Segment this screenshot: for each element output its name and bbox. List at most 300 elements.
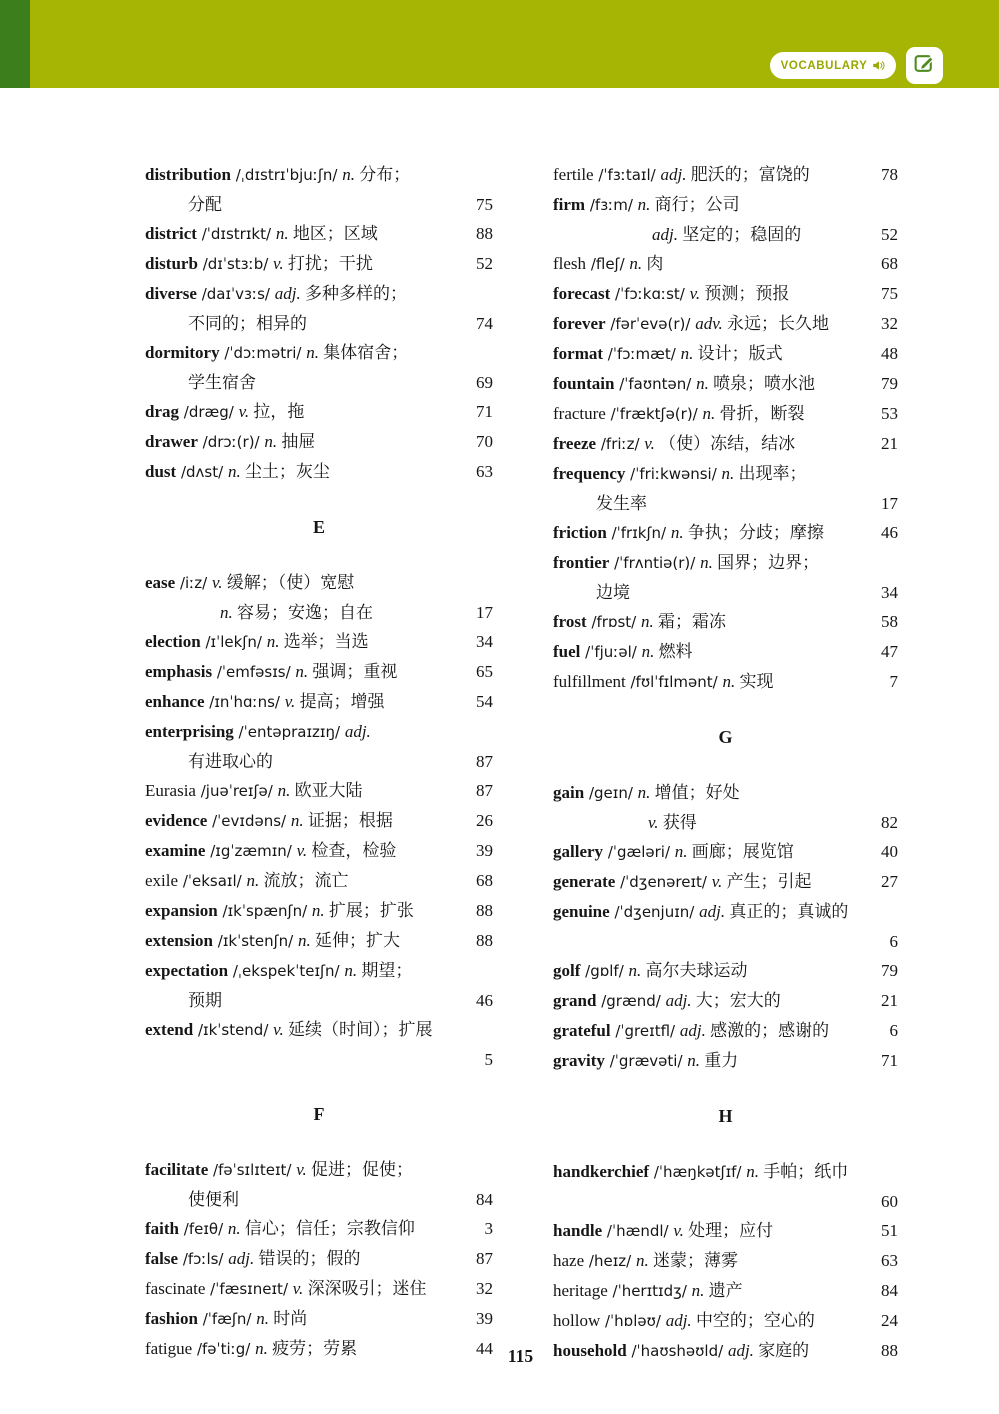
vocab-entry bbox=[553, 1157, 898, 1216]
definition: 信心；信任；宗教信仰 bbox=[240, 1219, 415, 1238]
part-of-speech: adj. bbox=[727, 1341, 754, 1360]
unit-page-ref: 75 bbox=[881, 284, 898, 303]
pronunciation: /fəˈtiːg/ bbox=[192, 1340, 256, 1358]
definition: 流放；流亡 bbox=[259, 871, 349, 890]
definition: 拉，拖 bbox=[249, 402, 305, 421]
vocab-entry bbox=[553, 986, 898, 1016]
definition: 缓解；（使）宽慰 bbox=[222, 573, 355, 592]
vocab-entry bbox=[553, 249, 898, 279]
part-of-speech: v. bbox=[296, 1160, 307, 1179]
definition: 处理；应付 bbox=[683, 1221, 774, 1240]
pronunciation: /ˈfæʃn/ bbox=[197, 1310, 257, 1328]
headword: disturb bbox=[145, 254, 198, 273]
pronunciation: /ˈherɪtɪdʒ/ bbox=[607, 1282, 692, 1300]
unit-page-ref: 63 bbox=[881, 1251, 898, 1270]
part-of-speech: v. bbox=[689, 284, 701, 303]
part-of-speech: n. bbox=[255, 1339, 268, 1358]
pronunciation: /daɪˈvɜːs/ bbox=[196, 285, 275, 303]
unit-page-ref: 7 bbox=[889, 672, 898, 691]
pronunciation: /fɜːm/ bbox=[585, 196, 638, 214]
part-of-speech: v. bbox=[648, 813, 659, 832]
vocab-entry bbox=[145, 249, 493, 279]
vocab-entry bbox=[553, 667, 898, 697]
pronunciation: /grænd/ bbox=[596, 992, 666, 1010]
pronunciation: /ɪˈlekʃn/ bbox=[200, 633, 267, 651]
unit-page-ref: 52 bbox=[476, 254, 493, 273]
headword: ease bbox=[145, 573, 176, 592]
unit-page-ref: 63 bbox=[476, 462, 493, 481]
definition: 大；宏大的 bbox=[691, 991, 781, 1010]
definition: 促进；促使； bbox=[306, 1160, 414, 1179]
pronunciation: /drɔː(r)/ bbox=[197, 433, 265, 451]
pronunciation: /ˈgrævəti/ bbox=[604, 1052, 688, 1070]
headword: district bbox=[145, 224, 197, 243]
headword: handkerchief bbox=[553, 1162, 650, 1181]
definition: 不同的；相异的 bbox=[188, 314, 307, 333]
speaker-icon bbox=[872, 59, 885, 72]
headword: extension bbox=[145, 931, 213, 950]
definition: 期望； bbox=[357, 961, 413, 980]
headword: forecast bbox=[553, 284, 611, 303]
definition: 中空的；空心的 bbox=[691, 1311, 815, 1330]
headword: facilitate bbox=[145, 1160, 209, 1179]
definition: 商行；公司 bbox=[650, 195, 740, 214]
definition: 扩展；扩张 bbox=[324, 901, 414, 920]
unit-page-ref: 68 bbox=[881, 254, 898, 273]
headword: gain bbox=[553, 783, 585, 802]
unit-page-ref: 71 bbox=[476, 402, 493, 421]
part-of-speech: n. bbox=[342, 165, 355, 184]
definition: 证据；根据 bbox=[303, 811, 393, 830]
headword: faith bbox=[145, 1219, 179, 1238]
vocab-entry bbox=[145, 926, 493, 956]
headword: flesh bbox=[553, 254, 587, 273]
part-of-speech: n. bbox=[246, 871, 260, 890]
vocab-entry bbox=[145, 338, 493, 397]
pronunciation: /ˈfrʌntiə(r)/ bbox=[609, 554, 701, 572]
definition: 集体宿舍； bbox=[318, 343, 409, 362]
headword: friction bbox=[553, 523, 607, 542]
definition: 国界；边界； bbox=[712, 553, 820, 572]
definition: 延续（时间）；扩展 bbox=[283, 1020, 433, 1039]
headword: fashion bbox=[145, 1309, 198, 1328]
vocab-entry bbox=[553, 429, 898, 459]
unit-page-ref: 69 bbox=[476, 373, 493, 392]
unit-page-ref: 48 bbox=[881, 344, 898, 363]
pronunciation: /ˈhændl/ bbox=[602, 1222, 674, 1240]
part-of-speech: n. bbox=[220, 603, 233, 622]
headword: heritage bbox=[553, 1281, 608, 1300]
part-of-speech: n. bbox=[721, 464, 735, 483]
part-of-speech: n. bbox=[722, 672, 736, 691]
unit-page-ref: 51 bbox=[881, 1221, 898, 1240]
part-of-speech: n. bbox=[637, 783, 651, 802]
part-of-speech: n. bbox=[277, 781, 291, 800]
pronunciation: /dʌst/ bbox=[176, 463, 228, 481]
unit-page-ref: 6 bbox=[889, 1021, 898, 1040]
vocab-entry bbox=[145, 687, 493, 717]
part-of-speech: v. bbox=[273, 254, 284, 273]
part-of-speech: v. bbox=[273, 1020, 284, 1039]
definition: 学生宿舍 bbox=[188, 373, 256, 392]
vocab-entry bbox=[553, 339, 898, 369]
headword: format bbox=[553, 344, 604, 363]
headword: gallery bbox=[553, 842, 604, 861]
headword: handle bbox=[553, 1221, 603, 1240]
definition: 发生率 bbox=[596, 494, 647, 513]
vocab-entry bbox=[145, 776, 493, 806]
part-of-speech: adj. bbox=[665, 1311, 692, 1330]
definition: 分配 bbox=[188, 195, 222, 214]
section-heading: G bbox=[718, 727, 733, 747]
section-heading: E bbox=[312, 517, 325, 537]
headword: extend bbox=[145, 1020, 194, 1039]
pronunciation: /dræg/ bbox=[179, 403, 239, 421]
pronunciation: /ˈeksaɪl/ bbox=[178, 872, 247, 890]
headword: election bbox=[145, 632, 201, 651]
vocab-entry bbox=[145, 160, 493, 219]
vocab-entry bbox=[145, 717, 493, 776]
unit-page-ref: 44 bbox=[476, 1339, 493, 1358]
definition: 容易；安逸；自在 bbox=[232, 603, 373, 622]
vocab-entry bbox=[553, 1216, 898, 1246]
definition: 真正的；真诚的 bbox=[725, 902, 849, 921]
pronunciation: /fʊlˈfɪlmənt/ bbox=[625, 673, 723, 691]
part-of-speech: n. bbox=[344, 961, 358, 980]
unit-page-ref: 87 bbox=[476, 781, 493, 800]
headword: Eurasia bbox=[145, 781, 196, 800]
definition: 深深吸引；迷住 bbox=[303, 1279, 427, 1298]
unit-page-ref: 5 bbox=[484, 1050, 493, 1069]
part-of-speech: adj. bbox=[679, 1021, 706, 1040]
definition: 肥沃的；富饶的 bbox=[686, 165, 810, 184]
unit-page-ref: 39 bbox=[476, 1309, 493, 1328]
part-of-speech: v. bbox=[292, 1279, 304, 1298]
pronunciation: /ˈfræktʃə(r)/ bbox=[605, 405, 703, 423]
unit-page-ref: 17 bbox=[881, 494, 898, 513]
headword: haze bbox=[553, 1251, 585, 1270]
unit-page-ref: 79 bbox=[881, 374, 898, 393]
vocab-entry bbox=[145, 279, 493, 338]
vocab-entry bbox=[145, 1015, 493, 1074]
pronunciation: /ˈfrɪkʃn/ bbox=[606, 524, 671, 542]
vocabulary-badge bbox=[770, 52, 896, 79]
definition: 疲劳；劳累 bbox=[267, 1339, 358, 1358]
headword: false bbox=[145, 1249, 179, 1268]
vocab-entry bbox=[145, 866, 493, 896]
part-of-speech: adj. bbox=[699, 902, 726, 921]
part-of-speech: v. bbox=[711, 872, 723, 891]
pronunciation: /iːz/ bbox=[175, 574, 212, 592]
pronunciation: /ˈfriːkwənsi/ bbox=[625, 465, 722, 483]
part-of-speech: adj. bbox=[660, 165, 687, 184]
unit-page-ref: 71 bbox=[881, 1051, 898, 1070]
part-of-speech: n. bbox=[227, 1219, 241, 1238]
vocab-entry bbox=[553, 160, 898, 190]
headword: expansion bbox=[145, 901, 218, 920]
section-heading: H bbox=[718, 1106, 733, 1126]
headword: gravity bbox=[553, 1051, 605, 1070]
headword: enterprising bbox=[145, 722, 234, 741]
pronunciation: /geɪn/ bbox=[584, 784, 638, 802]
part-of-speech: adj. bbox=[274, 284, 301, 303]
part-of-speech: n. bbox=[629, 254, 643, 273]
unit-page-ref: 47 bbox=[881, 642, 898, 661]
vocab-entry bbox=[145, 657, 493, 687]
part-of-speech: n. bbox=[311, 901, 325, 920]
headword: household bbox=[553, 1341, 627, 1360]
page-number: 115 bbox=[507, 1346, 534, 1366]
vocab-entry bbox=[553, 1016, 898, 1046]
headword: dormitory bbox=[145, 343, 220, 362]
headword: diverse bbox=[145, 284, 197, 303]
header-band bbox=[0, 0, 999, 88]
headword: hollow bbox=[553, 1311, 601, 1330]
unit-page-ref: 78 bbox=[881, 165, 898, 184]
pronunciation: /ˈdʒenəreɪt/ bbox=[615, 873, 712, 891]
pronunciation: /ˈfɔːmæt/ bbox=[603, 345, 681, 363]
definition: 画廊；展览馆 bbox=[687, 842, 794, 861]
definition: 时尚 bbox=[269, 1309, 308, 1328]
headword: forever bbox=[553, 314, 606, 333]
headword: frontier bbox=[553, 553, 610, 572]
headword: enhance bbox=[145, 692, 205, 711]
vocab-entry bbox=[145, 219, 493, 249]
unit-page-ref: 52 bbox=[881, 225, 898, 244]
headword: evidence bbox=[145, 811, 208, 830]
pronunciation: /ˈfɜːtaɪl/ bbox=[593, 166, 661, 184]
vocab-entry bbox=[553, 1276, 898, 1306]
section-heading: F bbox=[313, 1104, 325, 1124]
vocab-entry bbox=[553, 1246, 898, 1276]
vocab-entry bbox=[553, 399, 898, 429]
vocab-entry bbox=[145, 1214, 493, 1244]
part-of-speech: n. bbox=[275, 224, 289, 243]
headword: fertile bbox=[553, 165, 594, 184]
notes-widget bbox=[906, 47, 943, 84]
part-of-speech: v. bbox=[644, 434, 655, 453]
headword: fulfillment bbox=[553, 672, 626, 691]
part-of-speech: adv. bbox=[695, 314, 723, 333]
pronunciation: /feɪθ/ bbox=[179, 1220, 228, 1238]
unit-page-ref: 54 bbox=[476, 692, 493, 711]
unit-page-ref: 21 bbox=[881, 991, 898, 1010]
pronunciation: /ˈhæŋkətʃɪf/ bbox=[649, 1163, 747, 1181]
part-of-speech: v. bbox=[238, 402, 250, 421]
definition: 坚定的；稳固的 bbox=[677, 225, 802, 244]
unit-page-ref: 46 bbox=[476, 991, 493, 1010]
pronunciation: /ˈhɒləʊ/ bbox=[600, 1312, 666, 1330]
part-of-speech: n. bbox=[290, 811, 304, 830]
spine-stripe bbox=[0, 0, 30, 88]
part-of-speech: n. bbox=[700, 553, 713, 572]
part-of-speech: n. bbox=[641, 612, 654, 631]
vocab-entry bbox=[553, 548, 898, 607]
part-of-speech: n. bbox=[264, 432, 278, 451]
vocab-entry bbox=[145, 568, 493, 627]
definition: 产生；引起 bbox=[722, 872, 812, 891]
vocab-entry bbox=[145, 427, 493, 457]
vocab-entry bbox=[553, 956, 898, 986]
part-of-speech: n. bbox=[691, 1281, 705, 1300]
unit-page-ref: 26 bbox=[476, 811, 493, 830]
unit-page-ref: 84 bbox=[881, 1281, 898, 1300]
definition: 欧亚大陆 bbox=[290, 781, 363, 800]
unit-page-ref: 53 bbox=[881, 404, 898, 423]
pronunciation: /gɒlf/ bbox=[580, 962, 629, 980]
definition: 骨折，断裂 bbox=[715, 404, 805, 423]
definition: 延伸；扩大 bbox=[310, 931, 401, 950]
definition: 分布； bbox=[354, 165, 411, 184]
pronunciation: /ˈfɔːkɑːst/ bbox=[610, 285, 690, 303]
vocab-entry bbox=[145, 806, 493, 836]
headword: grateful bbox=[553, 1021, 611, 1040]
part-of-speech: adj. bbox=[228, 1249, 255, 1268]
vocab-entry bbox=[553, 637, 898, 667]
definition: 争执；分歧；摩擦 bbox=[683, 523, 824, 542]
unit-page-ref: 88 bbox=[476, 224, 493, 243]
pronunciation: /ˈgreɪtfl/ bbox=[610, 1022, 680, 1040]
part-of-speech: n. bbox=[670, 523, 684, 542]
headword: examine bbox=[145, 841, 206, 860]
part-of-speech: n. bbox=[227, 462, 241, 481]
pronunciation: /ˈfæsɪneɪt/ bbox=[205, 1280, 293, 1298]
unit-page-ref: 34 bbox=[881, 583, 898, 602]
definition: 手帕；纸巾 bbox=[759, 1162, 849, 1181]
definition: 多种多样的； bbox=[300, 284, 407, 303]
unit-page-ref: 68 bbox=[476, 871, 493, 890]
unit-page-ref: 88 bbox=[476, 931, 493, 950]
vocab-entry bbox=[553, 778, 898, 837]
part-of-speech: n. bbox=[256, 1309, 269, 1328]
definition: 预期 bbox=[188, 991, 222, 1010]
headword: firm bbox=[553, 195, 586, 214]
vocab-entry bbox=[145, 457, 493, 487]
definition: 永远；长久地 bbox=[722, 314, 829, 333]
vocab-entry bbox=[553, 607, 898, 637]
definition: 地区；区域 bbox=[288, 224, 378, 243]
definition: 检查，检验 bbox=[307, 841, 397, 860]
unit-page-ref: 87 bbox=[476, 1249, 493, 1268]
unit-page-ref: 87 bbox=[476, 752, 493, 771]
pronunciation: /ˈevɪdəns/ bbox=[207, 812, 291, 830]
headword: frost bbox=[553, 612, 587, 631]
definition: 打扰；干扰 bbox=[283, 254, 373, 273]
pronunciation: /fɔːls/ bbox=[178, 1250, 229, 1268]
definition: 尘土；灰尘 bbox=[240, 462, 330, 481]
unit-page-ref: 84 bbox=[476, 1190, 493, 1209]
definition: 强调；重视 bbox=[308, 662, 398, 681]
headword: fountain bbox=[553, 374, 615, 393]
pronunciation: /ɪgˈzæmɪn/ bbox=[205, 842, 297, 860]
part-of-speech: n. bbox=[298, 931, 311, 950]
headword: golf bbox=[553, 961, 581, 980]
definition: （使）冻结，结冰 bbox=[654, 434, 796, 453]
pronunciation: /ˈemfəsɪs/ bbox=[212, 663, 296, 681]
part-of-speech: n. bbox=[687, 1051, 701, 1070]
part-of-speech: n. bbox=[295, 662, 309, 681]
unit-page-ref: 88 bbox=[881, 1341, 898, 1360]
headword: emphasis bbox=[145, 662, 213, 681]
unit-page-ref: 74 bbox=[476, 314, 493, 333]
edit-note-icon bbox=[912, 51, 937, 81]
vocab-entry bbox=[553, 190, 898, 249]
unit-page-ref: 21 bbox=[881, 434, 898, 453]
pronunciation: /ˈgæləri/ bbox=[603, 843, 675, 861]
definition: 提高；增强 bbox=[295, 692, 385, 711]
vocab-column-left bbox=[145, 160, 493, 1364]
part-of-speech: adj. bbox=[665, 991, 692, 1010]
part-of-speech: v. bbox=[296, 841, 308, 860]
part-of-speech: n. bbox=[266, 632, 280, 651]
vocab-entry bbox=[145, 627, 493, 657]
definition: 获得 bbox=[658, 813, 697, 832]
pronunciation: /juəˈreɪʃə/ bbox=[195, 782, 278, 800]
definition: 错误的；假的 bbox=[254, 1249, 361, 1268]
vocab-entry bbox=[553, 837, 898, 867]
vocab-entry bbox=[553, 309, 898, 339]
part-of-speech: v. bbox=[284, 692, 296, 711]
headword: dust bbox=[145, 462, 177, 481]
part-of-speech: n. bbox=[641, 642, 655, 661]
vocab-entry bbox=[553, 1306, 898, 1336]
part-of-speech: n. bbox=[637, 195, 651, 214]
pronunciation: /ɪnˈhɑːns/ bbox=[204, 693, 285, 711]
unit-page-ref: 6 bbox=[889, 932, 898, 951]
part-of-speech: n. bbox=[306, 343, 319, 362]
pronunciation: /ˈhaʊshəʊld/ bbox=[626, 1342, 728, 1360]
definition: 设计；版式 bbox=[693, 344, 783, 363]
part-of-speech: n. bbox=[696, 374, 709, 393]
unit-page-ref: 58 bbox=[881, 612, 898, 631]
vocab-column-right bbox=[553, 160, 898, 1366]
vocab-entry bbox=[553, 897, 898, 956]
definition: 迷蒙；薄雾 bbox=[648, 1251, 738, 1270]
headword: fuel bbox=[553, 642, 581, 661]
part-of-speech: n. bbox=[674, 842, 688, 861]
pronunciation: /ˈdʒenjuɪn/ bbox=[609, 903, 700, 921]
definition: 边境 bbox=[596, 583, 630, 602]
definition: 家庭的 bbox=[753, 1341, 810, 1360]
unit-page-ref: 17 bbox=[476, 603, 493, 622]
headword: fatigue bbox=[145, 1339, 193, 1358]
unit-page-ref: 32 bbox=[476, 1279, 493, 1298]
vocab-entry bbox=[145, 956, 493, 1015]
vocab-entry bbox=[145, 1244, 493, 1274]
definition: 选举；当选 bbox=[279, 632, 369, 651]
pronunciation: /heɪz/ bbox=[584, 1252, 636, 1270]
vocab-entry bbox=[553, 1046, 898, 1076]
unit-page-ref: 27 bbox=[881, 872, 898, 891]
unit-page-ref: 70 bbox=[476, 432, 493, 451]
part-of-speech: v. bbox=[673, 1221, 684, 1240]
headword: fracture bbox=[553, 404, 606, 423]
pronunciation: /ˌdɪstrɪˈbjuːʃn/ bbox=[230, 166, 343, 184]
unit-page-ref: 82 bbox=[881, 813, 898, 832]
unit-page-ref: 32 bbox=[881, 314, 898, 333]
pronunciation: /ˈentəpraɪzɪŋ/ bbox=[233, 723, 345, 741]
part-of-speech: n. bbox=[746, 1162, 759, 1181]
part-of-speech: n. bbox=[635, 1251, 649, 1270]
pronunciation: /ɪkˈstend/ bbox=[193, 1021, 274, 1039]
unit-page-ref: 34 bbox=[476, 632, 493, 651]
definition: 预测；预报 bbox=[700, 284, 790, 303]
unit-page-ref: 65 bbox=[476, 662, 493, 681]
unit-page-ref: 3 bbox=[484, 1219, 493, 1238]
part-of-speech: adj. bbox=[344, 722, 371, 741]
unit-page-ref: 40 bbox=[881, 842, 898, 861]
unit-page-ref: 79 bbox=[881, 961, 898, 980]
